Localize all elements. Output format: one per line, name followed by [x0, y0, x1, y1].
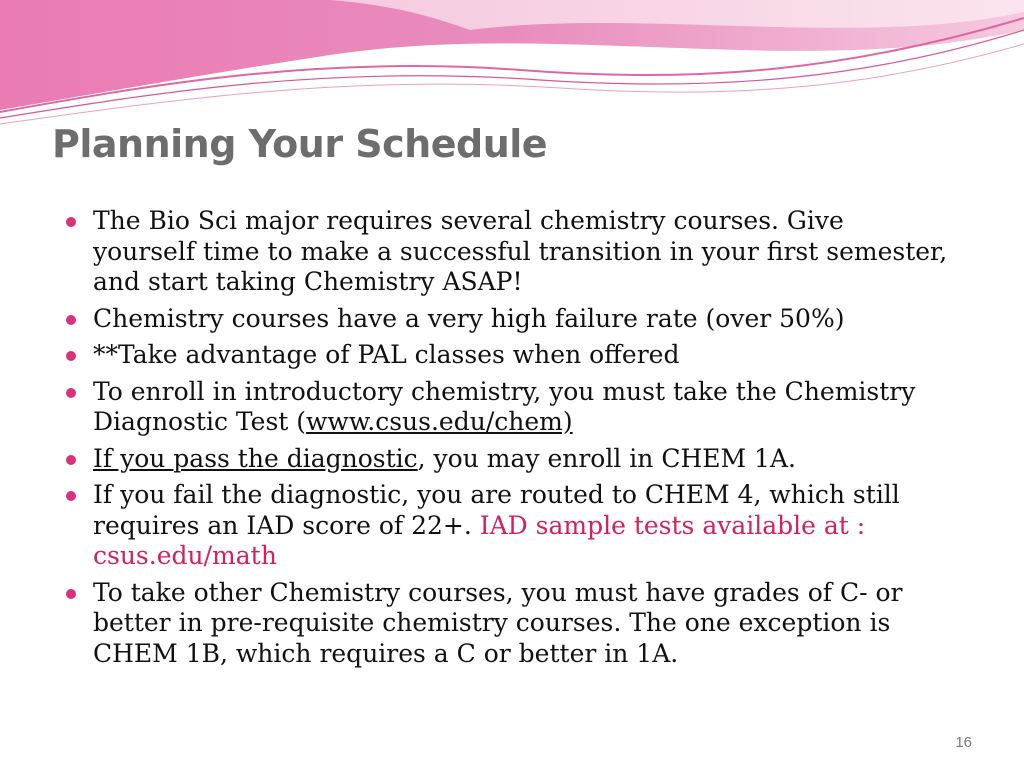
bullet-text: To enroll in introductory chemistry, you must take the Chemistry Diagnostic Test (	[93, 376, 916, 436]
bullet-item	[62, 340, 952, 371]
decorative-wave-header	[0, 0, 1024, 140]
bullet-text: **Take advantage of PAL classes when offered	[93, 340, 680, 369]
bullet-text: Chemistry courses have a very high failure rate (over 50%)	[93, 303, 845, 333]
bullet-item	[62, 206, 952, 298]
bullet-dot-icon	[66, 315, 76, 325]
iad-sample-tests-note: IAD sample tests available at : csus.edu/math	[93, 510, 866, 570]
bullet-list	[62, 206, 952, 675]
bullet-item	[62, 304, 952, 335]
bullet-text: , you may enroll in CHEM 1A.	[417, 443, 796, 473]
bullet-dot-icon	[66, 455, 76, 465]
page-title: Planning Your Schedule	[52, 122, 548, 166]
bullet-text: If you fail the diagnostic, you are routed to CHEM 4, which still requires an IAD score of 22+.	[93, 480, 900, 540]
bullet-text: To take other Chemistry courses, you must have grades of C- or better in pre-requisite chemistry courses. The one exception is CHEM 1B, which requires a C or better in 1A.	[93, 577, 903, 668]
page-number: 16	[955, 734, 972, 751]
bullet-item	[62, 377, 952, 438]
bullet-item	[62, 578, 952, 670]
pass-diagnostic-link[interactable]: If you pass the diagnostic	[93, 443, 418, 473]
bullet-dot-icon	[66, 351, 76, 361]
bullet-dot-icon	[66, 589, 76, 599]
bullet-item	[62, 480, 952, 572]
bullet-dot-icon	[66, 217, 76, 227]
bullet-text: The Bio Sci major requires several chemistry courses. Give yourself time to make a successful transition in your first semester, and start taking Chemistry ASAP!	[93, 206, 948, 296]
chem-website-link[interactable]: www.csus.edu/chem)	[306, 407, 573, 436]
bullet-dot-icon	[66, 491, 76, 501]
bullet-dot-icon	[66, 388, 76, 398]
bullet-item	[62, 444, 952, 475]
